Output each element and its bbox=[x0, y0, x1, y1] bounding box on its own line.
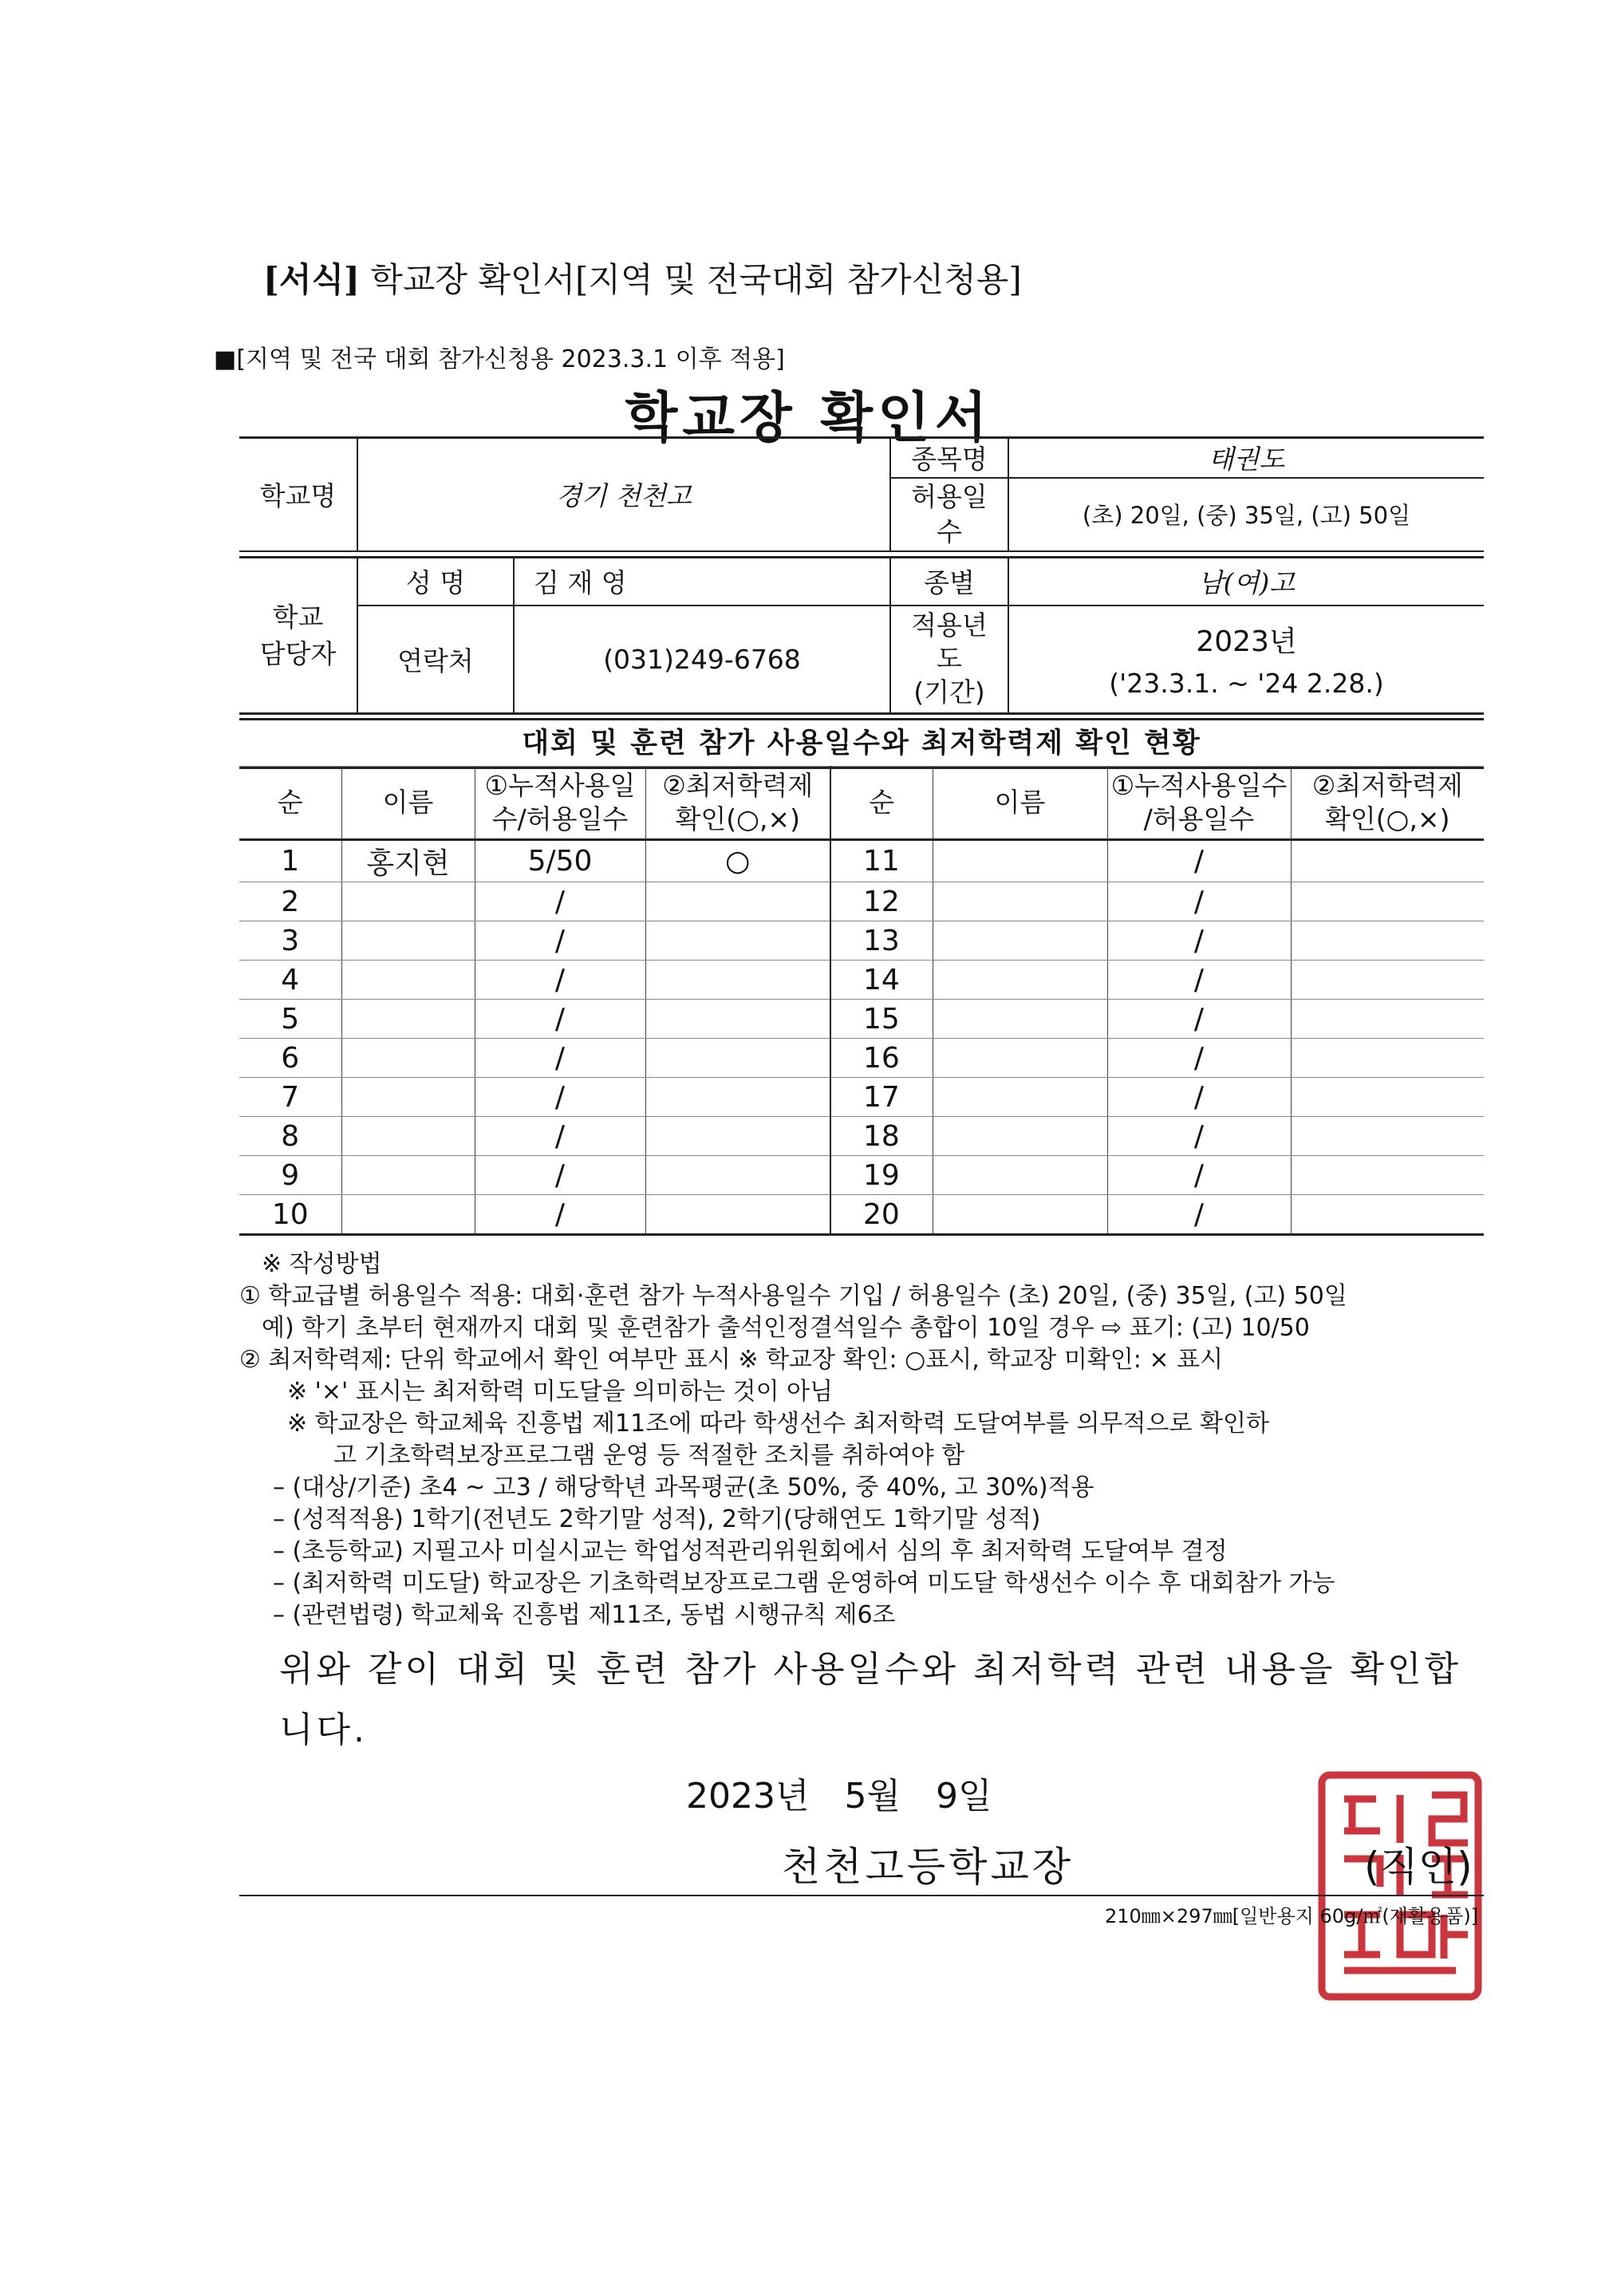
row-name bbox=[341, 882, 475, 921]
row-name bbox=[341, 1195, 475, 1235]
row-days: / bbox=[1107, 1000, 1291, 1039]
staff-name: 김 재 영 bbox=[514, 558, 890, 606]
row-check bbox=[645, 921, 830, 961]
period-year: 2023년 bbox=[1196, 625, 1297, 659]
row-days: / bbox=[1107, 1039, 1291, 1078]
row-check bbox=[1291, 1000, 1484, 1039]
row-check bbox=[645, 1078, 830, 1117]
col-no: 순 bbox=[239, 767, 341, 840]
row-days: / bbox=[1107, 1195, 1291, 1235]
row-name bbox=[341, 1156, 475, 1195]
row-name bbox=[341, 1039, 475, 1078]
gender-value: 남(여)고 bbox=[1008, 558, 1484, 606]
principal-name: 천천고등학교장 bbox=[782, 1844, 1075, 1890]
row-no: 17 bbox=[830, 1078, 933, 1117]
row-no: 20 bbox=[830, 1195, 933, 1235]
row-name bbox=[933, 1156, 1107, 1195]
row-check bbox=[645, 961, 830, 1000]
row-no: 19 bbox=[830, 1156, 933, 1195]
row-no: 15 bbox=[830, 1000, 933, 1039]
row-no: 5 bbox=[239, 1000, 341, 1039]
contact-label: 연락처 bbox=[357, 606, 514, 714]
row-check bbox=[645, 882, 830, 921]
guide-dash-3: – (초등학교) 지필고사 미실시교는 학업성적관리위원회에서 심의 후 최저학력 도달여부 결정 bbox=[273, 1537, 1228, 1565]
table-row bbox=[239, 1078, 1484, 1117]
table-row bbox=[239, 1195, 1484, 1235]
row-days: / bbox=[1107, 1156, 1291, 1195]
row-check bbox=[1291, 1117, 1484, 1156]
days-label: 허용일수 bbox=[890, 478, 1008, 551]
table-row bbox=[239, 921, 1484, 961]
sport-label: 종목명 bbox=[890, 438, 1008, 478]
row-no: 10 bbox=[239, 1195, 341, 1235]
table-row bbox=[239, 840, 1484, 882]
row-days: / bbox=[475, 921, 645, 961]
col-days-2: ①누적사용일수 /허용일수 bbox=[1107, 767, 1291, 840]
row-no: 11 bbox=[830, 840, 933, 882]
table-row bbox=[239, 1156, 1484, 1195]
row-name bbox=[933, 840, 1107, 882]
col-name: 이름 bbox=[341, 767, 475, 840]
row-no: 14 bbox=[830, 961, 933, 1000]
bottom-divider bbox=[239, 1895, 1484, 1896]
row-check bbox=[645, 1195, 830, 1235]
row-days: / bbox=[1107, 961, 1291, 1000]
writing-guide bbox=[239, 1249, 1500, 1631]
school-info-table bbox=[239, 436, 1484, 552]
table-row bbox=[239, 882, 1484, 921]
row-no: 16 bbox=[830, 1039, 933, 1078]
guide-dash-4: – (최저학력 미도달) 학교장은 기초학력보장프로그램 운영하여 미도달 학생선수 이수 후 대회참가 가능 bbox=[273, 1569, 1335, 1597]
col-grade-2: ②최저학력제 확인(○,×) bbox=[1291, 767, 1484, 840]
table-row bbox=[239, 1039, 1484, 1078]
row-check bbox=[1291, 840, 1484, 882]
row-name bbox=[933, 882, 1107, 921]
col-no-2: 순 bbox=[830, 767, 933, 840]
row-days: / bbox=[475, 1156, 645, 1195]
guide-item-2: ② 최저학력제: 단위 학교에서 확인 여부만 표시 ※ 학교장 확인: ○표시, 학교장 미확인: × 표시 bbox=[239, 1346, 1224, 1374]
name-label: 성 명 bbox=[357, 558, 514, 606]
row-no: 8 bbox=[239, 1117, 341, 1156]
row-name bbox=[933, 1078, 1107, 1117]
gender-label: 종별 bbox=[890, 558, 1008, 606]
paper-spec: 210㎜×297㎜[일반용지 60g/㎡(재활용품)] bbox=[1105, 1905, 1479, 1927]
guide-item-2-note-b: ※ 학교장은 학교체육 진흥법 제11조에 따라 학생선수 최저학력 도달여부를 의무적으로 확인하 bbox=[287, 1410, 1269, 1438]
row-no: 4 bbox=[239, 961, 341, 1000]
row-check bbox=[1291, 921, 1484, 961]
contact-value: (031)249-6768 bbox=[514, 606, 890, 714]
col-name-2: 이름 bbox=[933, 767, 1107, 840]
row-no: 6 bbox=[239, 1039, 341, 1078]
period-label: 적용년도 (기간) bbox=[890, 606, 1008, 714]
row-check bbox=[1291, 882, 1484, 921]
row-days: / bbox=[475, 1000, 645, 1039]
section-title: 대회 및 훈련 참가 사용일수와 최저학력제 확인 현황 bbox=[239, 718, 1484, 769]
guide-dash-5: – (관련법령) 학교체육 진흥법 제11조, 동법 시행규칙 제6조 bbox=[273, 1601, 896, 1629]
row-check bbox=[1291, 1195, 1484, 1235]
row-no: 18 bbox=[830, 1117, 933, 1156]
guide-item-1-example: 예) 학기 초부터 현재까지 대회 및 훈련참가 출석인정결석일수 총합이 10일 경우 ⇨ 표기: (고) 10/50 bbox=[262, 1314, 1310, 1342]
guide-dash-1: – (대상/기준) 초4 ~ 고3 / 해당학년 과목평균(초 50%, 중 40%, 고 30%)적용 bbox=[273, 1473, 1094, 1501]
row-no: 12 bbox=[830, 882, 933, 921]
col-days: ①누적사용일 수/허용일수 bbox=[475, 767, 645, 840]
row-no: 9 bbox=[239, 1156, 341, 1195]
row-name bbox=[933, 1117, 1107, 1156]
seal-label: (직인) bbox=[1364, 1844, 1473, 1890]
row-name bbox=[341, 961, 475, 1000]
subtitle: ■[지역 및 전국 대회 참가신청용 2023.3.1 이후 적용] bbox=[214, 345, 785, 373]
form-header-text: 학교장 확인서[지역 및 전국대회 참가신청용] bbox=[370, 260, 1022, 299]
row-days: / bbox=[475, 1117, 645, 1156]
guide-item-2-note-a: ※ '×' 표시는 최저학력 미도달을 의미하는 것이 아님 bbox=[287, 1378, 834, 1406]
guide-heading: ※ 작성방법 bbox=[262, 1250, 382, 1278]
page-title: 학교장 확인서 bbox=[625, 387, 992, 450]
days-value: (초) 20일, (중) 35일, (고) 50일 bbox=[1008, 478, 1484, 551]
row-check bbox=[1291, 1156, 1484, 1195]
row-check: ○ bbox=[645, 840, 830, 882]
row-no: 3 bbox=[239, 921, 341, 961]
row-days: / bbox=[1107, 1117, 1291, 1156]
row-days: / bbox=[475, 1039, 645, 1078]
form-header-tag: [서식] bbox=[263, 260, 360, 299]
row-name bbox=[341, 1117, 475, 1156]
guide-dash-2: – (성적적용) 1학기(전년도 2학기말 성적), 2학기(당해연도 1학기말 성적) bbox=[273, 1505, 1041, 1533]
period-value bbox=[1008, 606, 1484, 714]
table-row bbox=[239, 1117, 1484, 1156]
row-check bbox=[645, 1156, 830, 1195]
row-check bbox=[645, 1000, 830, 1039]
school-name: 경기 천천고 bbox=[357, 438, 890, 551]
row-no: 2 bbox=[239, 882, 341, 921]
guide-item-2-note-b-cont: 고 기초학력보장프로그램 운영 등 적절한 조치를 취하여야 함 bbox=[333, 1442, 965, 1470]
form-header bbox=[263, 254, 1022, 302]
row-name: 홍지현 bbox=[341, 840, 475, 882]
row-name bbox=[933, 1195, 1107, 1235]
row-days: / bbox=[1107, 840, 1291, 882]
row-days: / bbox=[1107, 1078, 1291, 1117]
staff-label: 학교 담당자 bbox=[239, 558, 357, 714]
guide-item-1: ① 학교급별 허용일수 적용: 대회·훈련 참가 누적사용일수 기입 / 허용일수 (초) 20일, (중) 35일, (고) 50일 bbox=[239, 1282, 1347, 1310]
table-row bbox=[239, 1000, 1484, 1039]
school-label: 학교명 bbox=[239, 438, 357, 551]
table-row bbox=[239, 961, 1484, 1000]
row-check bbox=[1291, 1078, 1484, 1117]
row-name bbox=[341, 921, 475, 961]
row-days: / bbox=[475, 961, 645, 1000]
row-check bbox=[1291, 1039, 1484, 1078]
period-range: ('23.3.1. ~ '24 2.28.) bbox=[1109, 668, 1384, 700]
row-no: 1 bbox=[239, 840, 341, 882]
row-no: 7 bbox=[239, 1078, 341, 1117]
row-days: / bbox=[475, 1195, 645, 1235]
table-header-row bbox=[239, 767, 1484, 840]
row-no: 13 bbox=[830, 921, 933, 961]
row-check bbox=[1291, 961, 1484, 1000]
row-days: 5/50 bbox=[475, 840, 645, 882]
row-name bbox=[341, 1078, 475, 1117]
row-check bbox=[645, 1039, 830, 1078]
issue-date: 2023년 5월 9일 bbox=[686, 1776, 992, 1817]
row-days: / bbox=[475, 882, 645, 921]
participation-table bbox=[239, 766, 1484, 1236]
confirmation-text: 위와 같이 대회 및 훈련 참가 사용일수와 최저학력 관련 내용을 확인합니다. bbox=[279, 1649, 1461, 1750]
row-check bbox=[645, 1117, 830, 1156]
col-grade: ②최저학력제 확인(○,×) bbox=[645, 767, 830, 840]
row-name bbox=[933, 1000, 1107, 1039]
staff-info-table bbox=[239, 556, 1484, 715]
row-name bbox=[341, 1000, 475, 1039]
row-name bbox=[933, 1039, 1107, 1078]
row-days: / bbox=[475, 1078, 645, 1117]
row-name bbox=[933, 961, 1107, 1000]
row-name bbox=[933, 921, 1107, 961]
sport-value: 태권도 bbox=[1008, 438, 1484, 478]
row-days: / bbox=[1107, 921, 1291, 961]
row-days: / bbox=[1107, 882, 1291, 921]
